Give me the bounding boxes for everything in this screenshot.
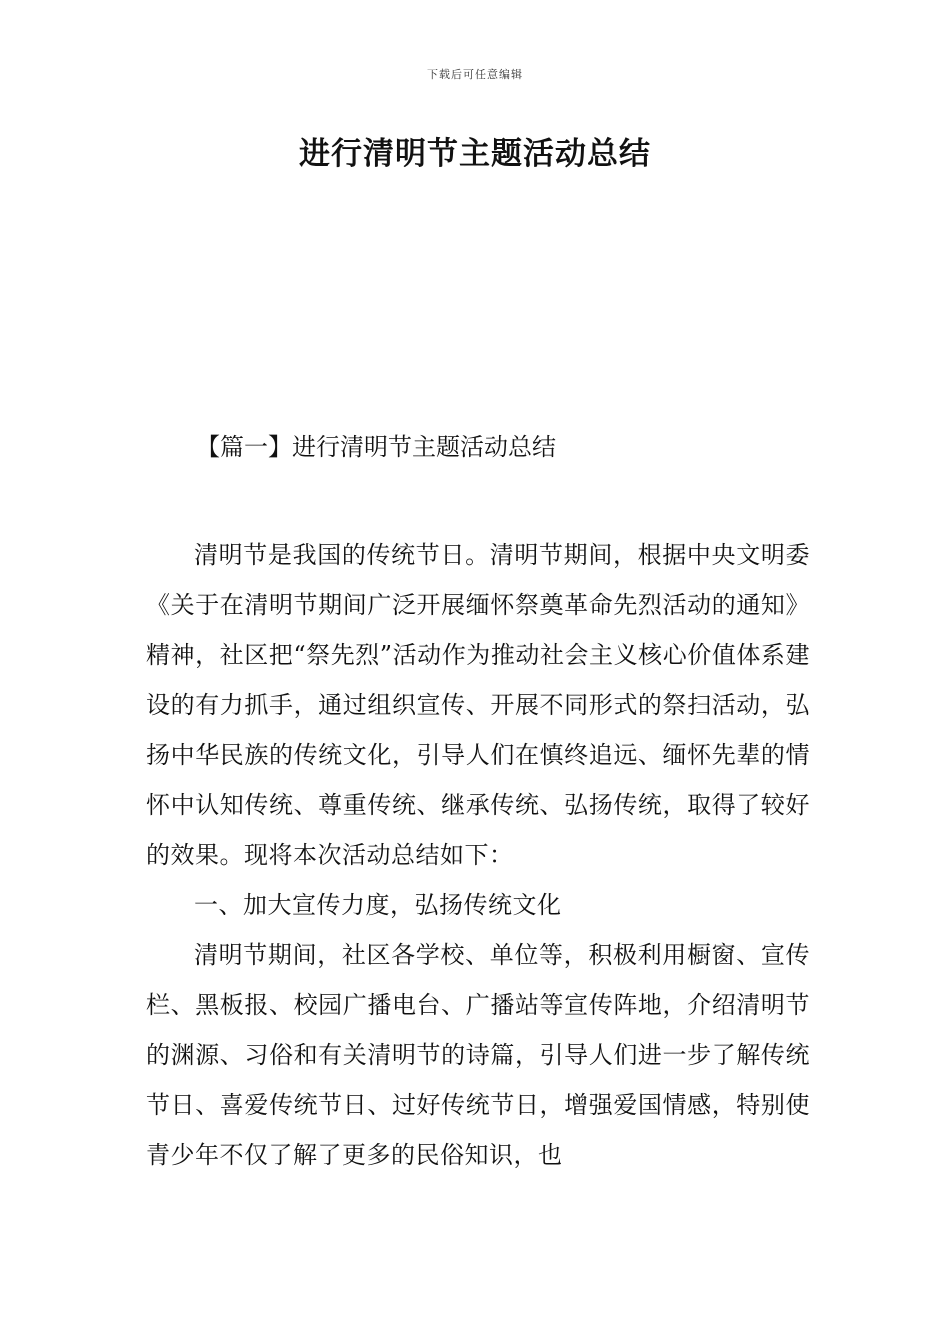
body-text: [146, 530, 810, 1180]
paragraph-publicity: 清明节期间，社区各学校、单位等，积极利用橱窗、宣传栏、黑板报、校园广播电台、广播站等宣传阵地，介绍清明节的渊源、习俗和有关清明节的诗篇，引导人们进一步了解传统节日、喜爱传统节日、过好传统节日，增强爱国情感，特别使青少年不仅了解了更多的民俗知识，也: [146, 941, 810, 1169]
paragraph-subheading: 一、加大宣传力度，弘扬传统文化: [194, 891, 562, 919]
section-heading: 【篇一】进行清明节主题活动总结: [196, 433, 556, 461]
paragraph-intro: 清明节是我国的传统节日。清明节期间，根据中央文明委《关于在清明节期间广泛开展缅怀祭奠革命先烈活动的通知》精神，社区把“祭先烈”活动作为推动社会主义核心价值体系建设的有力抓手，通过组织宣传、开展不同形式的祭扫活动，弘扬中华民族的传统文化，引导人们在慎终追远、缅怀先辈的情怀中认知传统、尊重传统、继承传统、弘扬传统，取得了较好的效果。现将本次活动总结如下：: [146, 541, 810, 869]
header-note: 下载后可任意编辑: [427, 68, 523, 81]
document-title: 进行清明节主题活动总结: [299, 136, 651, 172]
